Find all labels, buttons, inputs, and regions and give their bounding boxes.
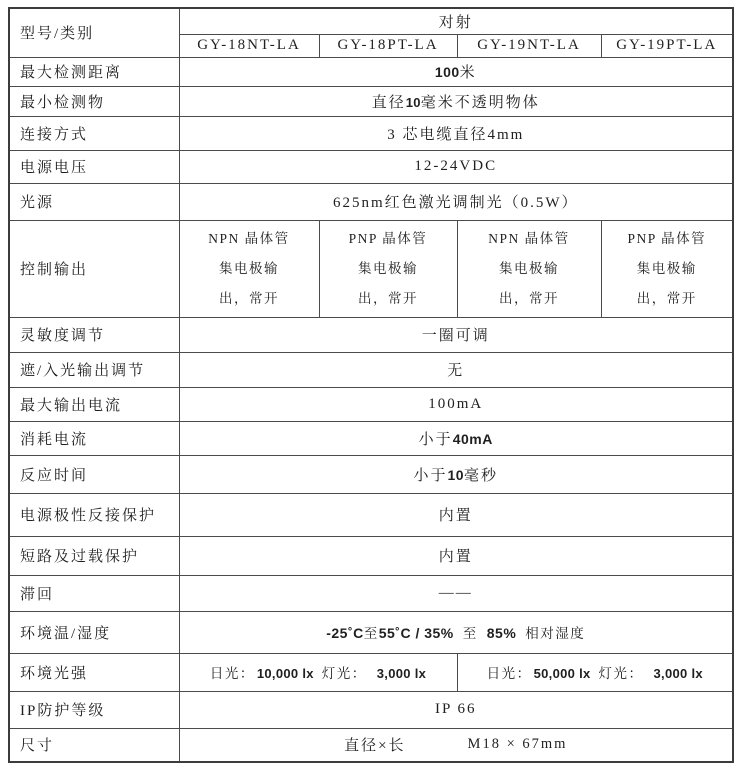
cell-light-source: 625nm红色激光调制光（0.5W） <box>179 183 733 220</box>
max-distance-unit: 米 <box>459 65 477 81</box>
min-object-suffix: 毫米不透明物体 <box>420 94 540 111</box>
table-row-connection <box>9 116 733 150</box>
table-row-voltage <box>9 150 733 183</box>
dimensions-spec-value: M18 × 67mm <box>467 736 568 753</box>
row-label-max-distance: 最大检测距离 <box>9 57 179 86</box>
table-row-ip-rating <box>9 691 733 728</box>
cell-light-output-adjust: 无 <box>179 352 733 387</box>
max-distance-number: 100 <box>434 64 460 80</box>
row-label-voltage: 电源电压 <box>9 150 179 183</box>
dimensions-spec-name: 直径×长 <box>344 738 406 755</box>
cell-control-output-2: PNP 晶体管 集电极输 出，常开 <box>319 220 457 317</box>
temp-high-humidity-low: 55˚C / 35% <box>378 624 454 641</box>
table-row-header-group <box>9 8 733 34</box>
table-row-sensitivity <box>9 317 733 352</box>
consumption-number: 40mA <box>452 430 493 447</box>
table-row-dimensions <box>9 728 733 762</box>
cell-model-gy18pt: GY-18PT-LA <box>319 34 457 57</box>
row-label-control-output: 控制输出 <box>9 220 179 317</box>
dimensions-content <box>181 734 732 755</box>
product-spec-table <box>8 7 734 763</box>
cell-dimensions <box>179 728 733 762</box>
cell-control-output-1: NPN 晶体管 集电极输 出，常开 <box>179 220 319 317</box>
response-number: 10 <box>447 466 465 483</box>
row-label-min-object: 最小检测物 <box>9 86 179 116</box>
table-row-light-output-adjust <box>9 352 733 387</box>
humidity-high: 85% <box>486 624 517 641</box>
cell-temp-humidity <box>179 611 733 653</box>
cell-connection: 3 芯电缆直径4mm <box>179 116 733 150</box>
response-suffix: 毫秒 <box>464 467 499 484</box>
table-row-max-output-current <box>9 387 733 421</box>
row-label-light-source: 光源 <box>9 183 179 220</box>
cell-ambient-light-18 <box>179 653 457 691</box>
cell-min-object <box>179 86 733 116</box>
sunlight-value: 50,000 lx <box>533 665 591 681</box>
temp-to-2: 至 <box>462 625 478 641</box>
table-row-short-circuit-protection <box>9 536 733 575</box>
table-row-temp-humidity <box>9 611 733 653</box>
lamplight-value: 3,000 lx <box>653 665 703 681</box>
row-label-model-category: 型号/类别 <box>9 8 179 57</box>
table-row-max-distance <box>9 57 733 86</box>
row-label-reverse-polarity-protection: 电源极性反接保护 <box>9 493 179 536</box>
cell-control-output-4: PNP 晶体管 集电极输 出，常开 <box>601 220 733 317</box>
table-row-hysteresis <box>9 575 733 611</box>
table-row-response-time <box>9 455 733 493</box>
table-row-ambient-light <box>9 653 733 691</box>
table-row-min-object <box>9 86 733 116</box>
row-label-short-circuit-protection: 短路及过载保护 <box>9 536 179 575</box>
cell-beam-type: 对射 <box>179 8 733 34</box>
cell-model-gy19pt: GY-19PT-LA <box>601 34 733 57</box>
sunlight-key: 日光： <box>486 665 532 681</box>
cell-model-gy18nt: GY-18NT-LA <box>179 34 319 57</box>
row-label-light-output-adjust: 遮/入光输出调节 <box>9 352 179 387</box>
row-label-ip-rating: IP防护等级 <box>9 691 179 728</box>
cell-hysteresis: —— <box>179 575 733 611</box>
table-row-consumption-current <box>9 421 733 455</box>
lamplight-key: 灯光： <box>598 665 644 681</box>
row-label-consumption-current: 消耗电流 <box>9 421 179 455</box>
sunlight-value: 10,000 lx <box>256 665 314 681</box>
table-row-light-source <box>9 183 733 220</box>
cell-sensitivity: 一圈可调 <box>179 317 733 352</box>
lamplight-value: 3,000 lx <box>376 665 427 681</box>
consumption-prefix: 小于 <box>418 431 453 448</box>
temp-low: -25˚C <box>326 624 364 641</box>
row-label-response-time: 反应时间 <box>9 455 179 493</box>
min-object-number: 10 <box>405 94 421 110</box>
humidity-suffix: 相对湿度 <box>525 625 586 641</box>
row-label-hysteresis: 滞回 <box>9 575 179 611</box>
temp-to-1: 至 <box>363 625 379 641</box>
response-prefix: 小于 <box>413 467 448 484</box>
cell-max-distance <box>179 57 733 86</box>
cell-ip-rating: IP 66 <box>179 691 733 728</box>
min-object-prefix: 直径 <box>371 94 406 111</box>
cell-response-time <box>179 455 733 493</box>
cell-control-output-3: NPN 晶体管 集电极输 出，常开 <box>457 220 601 317</box>
cell-ambient-light-19 <box>457 653 733 691</box>
sunlight-key: 日光： <box>209 665 255 681</box>
row-label-ambient-light: 环境光强 <box>9 653 179 691</box>
cell-max-output-current: 100mA <box>179 387 733 421</box>
cell-short-circuit-protection: 内置 <box>179 536 733 575</box>
lamplight-key: 灯光： <box>321 665 367 681</box>
row-label-temp-humidity: 环境温/湿度 <box>9 611 179 653</box>
cell-model-gy19nt: GY-19NT-LA <box>457 34 601 57</box>
cell-consumption-current <box>179 421 733 455</box>
cell-reverse-polarity-protection: 内置 <box>179 493 733 536</box>
row-label-max-output-current: 最大输出电流 <box>9 387 179 421</box>
row-label-sensitivity: 灵敏度调节 <box>9 317 179 352</box>
row-label-connection: 连接方式 <box>9 116 179 150</box>
table-row-control-output <box>9 220 733 317</box>
cell-voltage: 12-24VDC <box>179 150 733 183</box>
table-row-reverse-polarity-protection <box>9 493 733 536</box>
row-label-dimensions: 尺寸 <box>9 728 179 762</box>
